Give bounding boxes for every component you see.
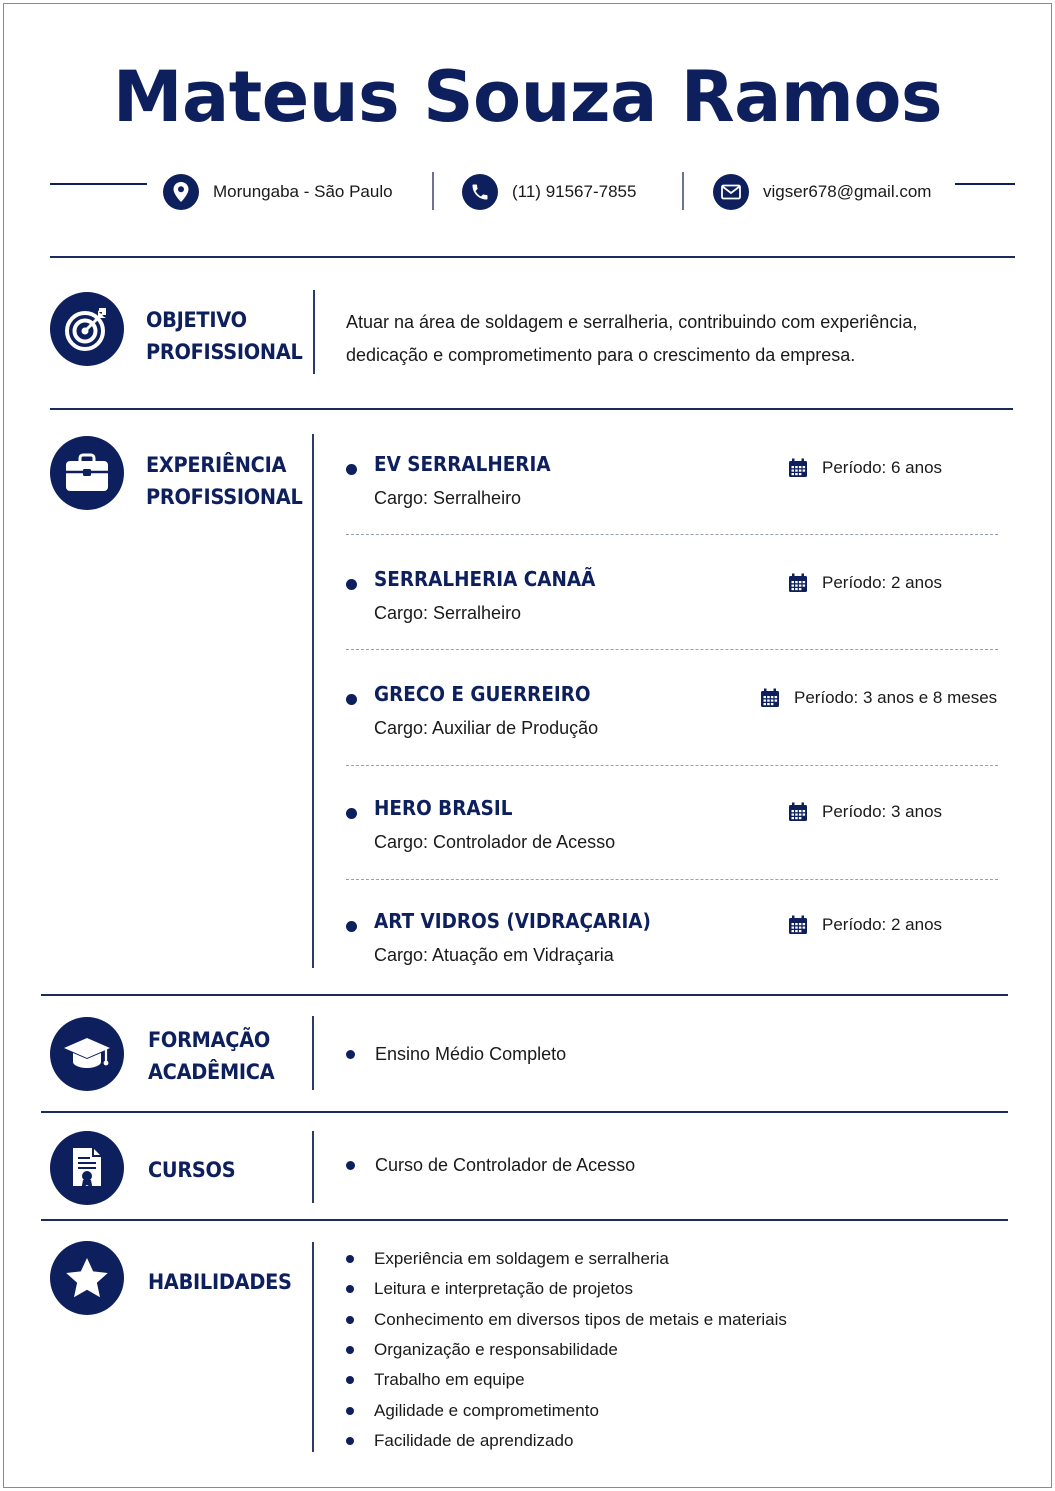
job-company: EV SERRALHERIA — [374, 452, 551, 476]
job-period — [760, 688, 997, 708]
experience-title-line2: PROFISSIONAL — [146, 485, 303, 509]
section-vertical-rule — [313, 290, 315, 374]
calendar-icon — [788, 573, 808, 593]
experience-title-line1: EXPERIÊNCIA — [146, 453, 287, 477]
graduation-cap-icon — [50, 1017, 124, 1091]
job-period — [788, 573, 942, 593]
bullet-dot — [346, 464, 357, 475]
job-company: GRECO E GUERREIRO — [374, 682, 591, 706]
objective-text-line2: dedicação e comprometimento para o crescimento da empresa. — [346, 345, 856, 365]
location-text: Morungaba - São Paulo — [213, 182, 393, 201]
section-divider — [41, 994, 1008, 996]
bullet-dot — [346, 1376, 354, 1384]
contact-email — [713, 174, 931, 210]
objective-title-line2: PROFISSIONAL — [146, 340, 303, 364]
section-vertical-rule — [312, 1242, 314, 1452]
calendar-icon — [788, 458, 808, 478]
bullet-dot — [346, 1161, 355, 1170]
job-period-text: Período: 3 anos — [822, 802, 943, 821]
job-role: Cargo: Controlador de Acesso — [374, 832, 616, 852]
contact-phone — [462, 174, 636, 210]
skills-list — [346, 1244, 787, 1456]
target-icon — [50, 292, 124, 366]
list-item — [346, 1426, 787, 1456]
job-company: ART VIDROS (VIDRAÇARIA) — [374, 909, 651, 933]
education-title — [148, 1024, 274, 1088]
bullet-dot — [346, 694, 357, 705]
list-item — [346, 1335, 787, 1365]
list-item — [346, 1395, 787, 1425]
calendar-icon — [760, 688, 780, 708]
section-vertical-rule — [312, 1016, 314, 1090]
skills-title: HABILIDADES — [148, 1270, 292, 1294]
calendar-icon — [788, 915, 808, 935]
bullet-dot — [346, 1050, 355, 1059]
contact-divider — [432, 172, 434, 210]
section-divider — [41, 1219, 1008, 1221]
dashed-divider — [346, 879, 998, 880]
bullet-dot — [346, 1316, 354, 1324]
phone-text: (11) 91567-7855 — [512, 182, 637, 201]
contact-location — [163, 174, 393, 210]
section-vertical-rule — [312, 1131, 314, 1203]
resume-page — [3, 3, 1052, 1488]
education-title-line1: FORMAÇÃO — [148, 1028, 271, 1052]
section-vertical-rule — [312, 434, 314, 968]
job-period — [788, 802, 942, 822]
dashed-divider — [346, 649, 998, 650]
education-item — [346, 1044, 566, 1065]
bullet-dot — [346, 1285, 354, 1293]
bullet-dot — [346, 1407, 354, 1415]
experience-title — [146, 449, 303, 513]
list-item — [346, 1305, 787, 1335]
job-role: Cargo: Auxiliar de Produção — [374, 718, 599, 738]
objective-title-line1: OBJETIVO — [146, 308, 247, 332]
job-role: Cargo: Serralheiro — [374, 488, 522, 508]
list-item — [346, 1244, 787, 1274]
bullet-dot — [346, 579, 357, 590]
star-icon — [50, 1241, 124, 1315]
skill-text: Leitura e interpretação de projetos — [374, 1279, 633, 1299]
contact-rule-right — [955, 183, 1015, 185]
bullet-dot — [346, 1346, 354, 1354]
skill-text: Facilidade de aprendizado — [374, 1430, 574, 1450]
location-pin-icon — [163, 174, 199, 210]
skill-text: Conhecimento em diversos tipos de metais e materiais — [374, 1309, 787, 1329]
bullet-dot — [346, 808, 357, 819]
certificate-icon — [50, 1131, 124, 1205]
section-divider — [41, 1111, 1008, 1113]
objective-text-line1: Atuar na área de soldagem e serralheria, contribuindo com experiência, — [346, 312, 918, 332]
objective-text — [346, 306, 917, 372]
education-title-line2: ACADÊMICA — [148, 1060, 275, 1084]
course-item — [346, 1155, 635, 1176]
job-period — [788, 458, 942, 478]
job-period — [788, 915, 942, 935]
envelope-icon — [713, 174, 749, 210]
job-company: SERRALHERIA CANAÃ — [374, 567, 596, 591]
skill-text: Agilidade e comprometimento — [374, 1400, 599, 1420]
phone-icon — [462, 174, 498, 210]
email-text: vigser678@gmail.com — [763, 182, 932, 201]
dashed-divider — [346, 534, 998, 535]
objective-title — [146, 304, 303, 368]
bullet-dot — [346, 921, 357, 932]
section-divider — [50, 256, 1015, 258]
dashed-divider — [346, 765, 998, 766]
job-period-text: Período: 2 anos — [822, 573, 943, 592]
section-divider — [50, 408, 1013, 410]
list-item — [346, 1274, 787, 1304]
contact-divider — [682, 172, 684, 210]
skill-text: Organização e responsabilidade — [374, 1340, 618, 1360]
briefcase-icon — [50, 436, 124, 510]
job-role: Cargo: Atuação em Vidraçaria — [374, 945, 614, 965]
bullet-dot — [346, 1437, 354, 1445]
skill-text: Experiência em soldagem e serralheria — [374, 1249, 669, 1269]
course-item-text: Curso de Controlador de Acesso — [375, 1155, 636, 1175]
job-period-text: Período: 6 anos — [822, 458, 943, 477]
bullet-dot — [346, 1255, 354, 1263]
education-item-text: Ensino Médio Completo — [375, 1044, 567, 1064]
calendar-icon — [788, 802, 808, 822]
job-role: Cargo: Serralheiro — [374, 603, 522, 623]
job-company: HERO BRASIL — [374, 796, 513, 820]
contact-rule-left — [50, 183, 147, 185]
skill-text: Trabalho em equipe — [374, 1370, 525, 1390]
courses-title: CURSOS — [148, 1158, 236, 1182]
list-item — [346, 1365, 787, 1395]
job-period-text: Período: 3 anos e 8 meses — [794, 688, 998, 707]
candidate-name: Mateus Souza Ramos — [112, 56, 943, 138]
job-period-text: Período: 2 anos — [822, 915, 943, 934]
